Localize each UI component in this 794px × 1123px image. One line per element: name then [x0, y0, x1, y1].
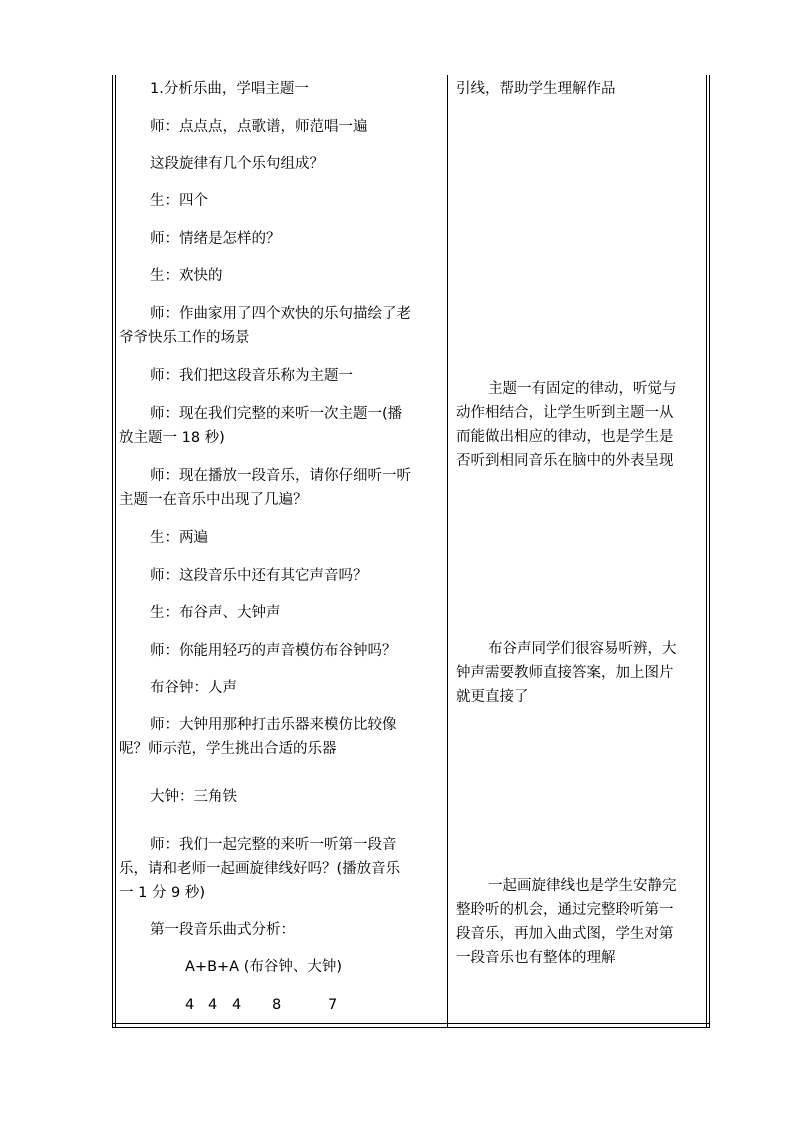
teacher-line-cont: 呢？师示范，学生挑出合适的乐器 [119, 741, 337, 757]
teacher-line: 师：作曲家用了四个欢快的乐句描绘了老 [150, 306, 411, 322]
teacher-line: 师：我们把这段音乐称为主题一 [150, 368, 353, 384]
table-column-divider [447, 75, 448, 1028]
teacher-line: 师：点点点，点歌谱，师范唱一遍 [150, 119, 368, 135]
teacher-line-cont: 爷爷快乐工作的场景 [119, 330, 250, 346]
commentary-line: 钟声需要教师直接答案，加上图片 [456, 665, 674, 681]
table-border-bottom-inner [112, 1023, 710, 1024]
commentary-line: 主题一有固定的律动，听觉与 [488, 381, 677, 397]
teacher-line-cont: 乐，请和老师一起画旋律线好吗？(播放音乐 [119, 861, 401, 877]
table-border-bottom-outer [112, 1027, 710, 1028]
teacher-line: 师：情绪是怎样的？ [150, 231, 281, 247]
student-line: 生：四个 [150, 193, 208, 209]
teacher-line: 师：我们一起完整的来听一听第一段音 [150, 837, 397, 853]
teacher-line: 师：现在播放一段音乐，请你仔细听一听 [150, 468, 411, 484]
commentary-line: 整聆听的机会，通过完整聆听第一 [456, 902, 674, 918]
question-line: 这段旋律有几个乐句组成？ [150, 156, 324, 172]
teacher-line-cont: 放主题一 18 秒) [119, 430, 225, 446]
table-border-left-outer [112, 75, 113, 1028]
table-border-right-outer [709, 75, 710, 1028]
table-border-left-inner [115, 75, 116, 1028]
bar-count: 4 [185, 997, 195, 1013]
bar-count: 7 [328, 997, 338, 1013]
form-analysis-heading: 第一段音乐曲式分析： [150, 922, 295, 938]
answer-line: 大钟：三角铁 [150, 789, 237, 805]
answer-line: 布谷钟：人声 [150, 680, 237, 696]
bar-count: 4 [232, 997, 242, 1013]
student-line: 生：两遍 [150, 530, 208, 546]
commentary-line: 布谷声同学们很容易听辨，大 [488, 641, 677, 657]
commentary-line: 就更直接了 [456, 689, 529, 705]
commentary-line: 动作相结合，让学生听到主题一从 [456, 405, 674, 421]
table-border-right-inner [706, 75, 707, 1028]
teacher-line: 师：现在我们完整的来听一次主题一(播 [150, 406, 403, 422]
commentary-line: 段音乐，再加入曲式图，学生对第 [456, 926, 674, 942]
teacher-line: 师：这段音乐中还有其它声音吗？ [150, 568, 368, 584]
teacher-line: 师：你能用轻巧的声音模仿布谷钟吗？ [150, 643, 397, 659]
commentary-line: 而能做出相应的律动，也是学生是 [456, 429, 674, 445]
bar-count: 8 [272, 997, 282, 1013]
section-heading: 1.分析乐曲，学唱主题一 [150, 81, 309, 97]
student-line: 生：欢快的 [150, 268, 223, 284]
teacher-line-cont: 主题一在音乐中出现了几遍？ [119, 492, 308, 508]
commentary-line: 一段音乐也有整体的理解 [456, 950, 616, 966]
commentary-line: 否听到相同音乐在脑中的外表呈现 [456, 453, 674, 469]
student-line: 生：布谷声、大钟声 [150, 605, 281, 621]
form-structure: A+B+A (布谷钟、大钟) [185, 959, 343, 975]
teacher-line-cont: 一 1 分 9 秒) [119, 885, 206, 901]
commentary-line: 一起画旋律线也是学生安静完 [488, 878, 677, 894]
teacher-line: 师：大钟用那种打击乐器来模仿比较像 [150, 717, 397, 733]
bar-count: 4 [208, 997, 218, 1013]
commentary-line: 引线，帮助学生理解作品 [456, 81, 616, 97]
